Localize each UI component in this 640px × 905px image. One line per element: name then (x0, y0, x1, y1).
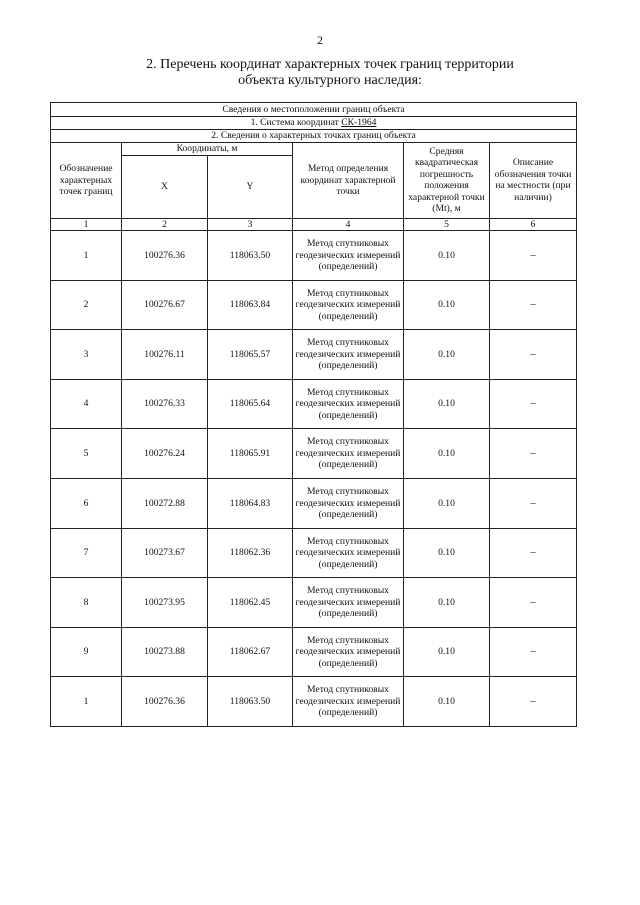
description-cell: – (490, 330, 577, 380)
table-row (51, 478, 577, 528)
accuracy-cell: 0.10 (404, 528, 490, 578)
x-coordinate-cell: 100276.33 (122, 379, 208, 429)
table-row (51, 429, 577, 479)
accuracy-cell: 0.10 (404, 578, 490, 628)
accuracy-cell: 0.10 (404, 478, 490, 528)
table-row (51, 528, 577, 578)
x-coordinate-cell: 100273.88 (122, 627, 208, 677)
header-point-designation: Обозначение характерных точек границ (51, 143, 122, 219)
point-cell: 1 (51, 677, 122, 727)
x-coordinate-cell: 100276.11 (122, 330, 208, 380)
accuracy-cell: 0.10 (404, 379, 490, 429)
y-coordinate-cell: 118064.83 (208, 478, 293, 528)
method-cell: Метод спутниковых геодезических измерений (определений) (293, 627, 404, 677)
description-cell: – (490, 528, 577, 578)
column-number-5: 5 (404, 218, 490, 231)
description-cell: – (490, 677, 577, 727)
point-cell: 9 (51, 627, 122, 677)
y-coordinate-cell: 118065.64 (208, 379, 293, 429)
table-row (51, 379, 577, 429)
table-row (51, 578, 577, 628)
title-line-2: объекта культурного наследия: (238, 73, 422, 88)
x-coordinate-cell: 100276.36 (122, 677, 208, 727)
table-row (51, 330, 577, 380)
point-cell: 4 (51, 379, 122, 429)
header-accuracy: Средняя квадратическая погрешность положения характерной точки (Мt), м (404, 143, 490, 219)
column-number-6: 6 (490, 218, 577, 231)
method-cell: Метод спутниковых геодезических измерений (определений) (293, 231, 404, 281)
x-coordinate-cell: 100273.67 (122, 528, 208, 578)
y-coordinate-cell: 118063.84 (208, 280, 293, 330)
method-cell: Метод спутниковых геодезических измерений (определений) (293, 330, 404, 380)
coordinate-system-label: 1. Система координат (250, 117, 342, 129)
description-cell: – (490, 379, 577, 429)
title-line-1: 2. Перечень координат характерных точек границ территории (146, 57, 514, 72)
method-cell: Метод спутниковых геодезических измерений (определений) (293, 429, 404, 479)
description-cell: – (490, 478, 577, 528)
header-y: Y (208, 155, 293, 218)
method-cell: Метод спутниковых геодезических измерений (определений) (293, 578, 404, 628)
header-coordinates: Координаты, м (122, 143, 293, 156)
accuracy-cell: 0.10 (404, 677, 490, 727)
point-cell: 7 (51, 528, 122, 578)
coordinates-table (50, 102, 577, 727)
page-number: 2 (317, 33, 323, 47)
points-info-row: 2. Сведения о характерных точках границ объекта (51, 130, 577, 143)
accuracy-cell: 0.10 (404, 429, 490, 479)
table-row (51, 280, 577, 330)
document-title (60, 57, 600, 89)
point-cell: 2 (51, 280, 122, 330)
header-description: Описание обозначения точки на местности (при наличии) (490, 143, 577, 219)
header-method: Метод определения координат характерной точки (293, 143, 404, 219)
accuracy-cell: 0.10 (404, 627, 490, 677)
column-number-1: 1 (51, 218, 122, 231)
accuracy-cell: 0.10 (404, 280, 490, 330)
x-coordinate-cell: 100276.36 (122, 231, 208, 281)
y-coordinate-cell: 118062.36 (208, 528, 293, 578)
table-row (51, 627, 577, 677)
column-number-4: 4 (293, 218, 404, 231)
y-coordinate-cell: 118063.50 (208, 677, 293, 727)
column-number-2: 2 (122, 218, 208, 231)
accuracy-cell: 0.10 (404, 231, 490, 281)
coordinate-system-value: СК-1964 (341, 117, 377, 129)
y-coordinate-cell: 118062.67 (208, 627, 293, 677)
method-cell: Метод спутниковых геодезических измерений (определений) (293, 528, 404, 578)
header-x: X (122, 155, 208, 218)
x-coordinate-cell: 100273.95 (122, 578, 208, 628)
y-coordinate-cell: 118065.57 (208, 330, 293, 380)
x-coordinate-cell: 100276.24 (122, 429, 208, 479)
point-cell: 3 (51, 330, 122, 380)
method-cell: Метод спутниковых геодезических измерений (определений) (293, 280, 404, 330)
coordinate-system-row (51, 117, 577, 130)
point-cell: 5 (51, 429, 122, 479)
point-cell: 6 (51, 478, 122, 528)
point-cell: 8 (51, 578, 122, 628)
description-cell: – (490, 231, 577, 281)
y-coordinate-cell: 118063.50 (208, 231, 293, 281)
y-coordinate-cell: 118062.45 (208, 578, 293, 628)
method-cell: Метод спутниковых геодезических измерений (определений) (293, 478, 404, 528)
description-cell: – (490, 429, 577, 479)
point-cell: 1 (51, 231, 122, 281)
x-coordinate-cell: 100272.88 (122, 478, 208, 528)
table-row (51, 677, 577, 727)
description-cell: – (490, 627, 577, 677)
y-coordinate-cell: 118065.91 (208, 429, 293, 479)
method-cell: Метод спутниковых геодезических измерений (определений) (293, 677, 404, 727)
accuracy-cell: 0.10 (404, 330, 490, 380)
method-cell: Метод спутниковых геодезических измерений (определений) (293, 379, 404, 429)
description-cell: – (490, 578, 577, 628)
table-row (51, 231, 577, 281)
description-cell: – (490, 280, 577, 330)
section-header: Сведения о местоположении границ объекта (51, 103, 577, 117)
x-coordinate-cell: 100276.67 (122, 280, 208, 330)
column-number-3: 3 (208, 218, 293, 231)
